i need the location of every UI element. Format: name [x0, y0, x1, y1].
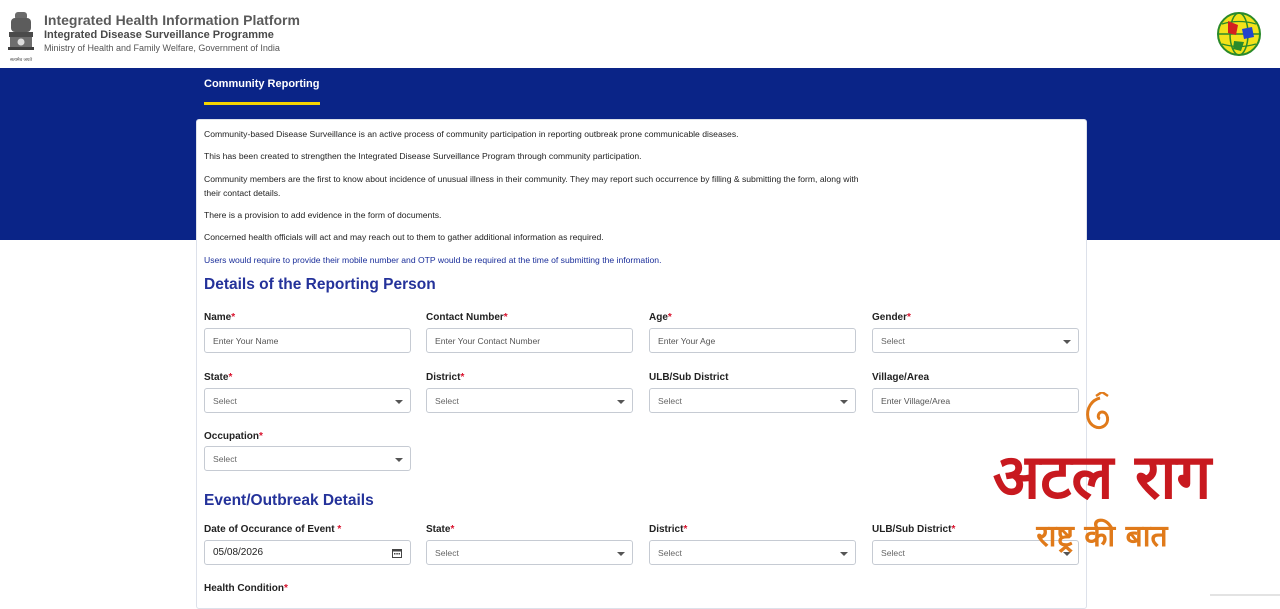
event-state-select[interactable]: [426, 540, 633, 565]
name-placeholder: Enter Your Name: [213, 335, 279, 346]
event-state-value: Select: [435, 547, 459, 558]
event-ulb-value: Select: [881, 547, 905, 558]
gender-value: Select: [881, 335, 905, 346]
ulb-select[interactable]: [649, 388, 856, 413]
state-value: Select: [213, 395, 237, 406]
chevron-down-icon: [840, 400, 848, 404]
calendar-icon[interactable]: [392, 548, 402, 558]
intro-line-5: Concerned health officials will act and may reach out to them to gather additional information as required.: [204, 232, 604, 242]
event-date-field[interactable]: [204, 540, 411, 565]
header-bar: [0, 0, 1280, 68]
district-value: Select: [435, 395, 459, 406]
age-label: Age*: [649, 312, 672, 323]
gender-label: Gender*: [872, 312, 911, 323]
ulb-label: ULB/Sub District: [649, 372, 729, 383]
emblem-caption: सत्यमेव जयते: [9, 58, 33, 63]
chevron-down-icon: [395, 458, 403, 462]
event-section-title: Event/Outbreak Details: [204, 492, 374, 509]
platform-title: Integrated Health Information Platform: [44, 12, 300, 28]
ministry-name: Ministry of Health and Family Welfare, Government of India: [44, 43, 280, 53]
chevron-down-icon: [617, 552, 625, 556]
chevron-down-icon: [840, 552, 848, 556]
occupation-select[interactable]: [204, 446, 411, 471]
reporter-section-title: Details of the Reporting Person: [204, 276, 436, 293]
name-label: Name*: [204, 312, 236, 323]
ulb-value: Select: [658, 395, 682, 406]
main-navbar: [0, 68, 1280, 106]
contact-label: Contact Number*: [426, 312, 508, 323]
contact-placeholder: Enter Your Contact Number: [435, 335, 541, 346]
event-district-value: Select: [658, 547, 682, 558]
idsp-globe-logo-icon: [1214, 11, 1264, 57]
age-field[interactable]: [649, 328, 856, 353]
state-select[interactable]: [204, 388, 411, 413]
state-label: State*: [204, 372, 233, 383]
intro-line-2: This has been created to strengthen the Integrated Disease Surveillance Program through community participation.: [204, 151, 642, 161]
watermark-title: अटल राग: [992, 440, 1212, 513]
age-placeholder: Enter Your Age: [658, 335, 716, 346]
village-placeholder: Enter Village/Area: [881, 395, 951, 406]
event-district-select[interactable]: [649, 540, 856, 565]
district-select[interactable]: [426, 388, 633, 413]
village-label: Village/Area: [872, 372, 930, 383]
event-date-value: 05/08/2026: [213, 547, 264, 558]
event-district-label: District*: [649, 524, 688, 535]
event-state-label: State*: [426, 524, 455, 535]
tab-community-reporting[interactable]: Community Reporting: [204, 78, 320, 90]
intro-line-3: Community members are the first to know about incidence of unusual illness in their community. They may report such occurrence by filling & submitting the form, along with their contact details.: [204, 174, 859, 198]
active-tab-indicator: [204, 102, 320, 105]
atal-raag-watermark-logo: [952, 392, 1252, 562]
national-emblem-icon: [6, 8, 36, 64]
event-ulb-label: ULB/Sub District*: [872, 524, 956, 535]
chevron-down-icon: [395, 400, 403, 404]
chevron-down-icon: [1063, 340, 1071, 344]
district-label: District*: [426, 372, 465, 383]
programme-title: Integrated Disease Surveillance Programme: [44, 29, 274, 41]
otp-notice: Users would require to provide their mobile number and OTP would be required at the time of submitting the information.: [204, 255, 662, 265]
gender-select[interactable]: [872, 328, 1079, 353]
contact-number-field[interactable]: [426, 328, 633, 353]
brand-block: [44, 12, 300, 54]
occupation-label: Occupation*: [204, 431, 263, 442]
intro-line-4: There is a provision to add evidence in the form of documents.: [204, 210, 442, 220]
name-field[interactable]: [204, 328, 411, 353]
event-date-label: Date of Occurance of Event *: [204, 524, 342, 535]
health-condition-label: Health Condition*: [204, 583, 288, 594]
intro-line-1: Community-based Disease Surveillance is an active process of community participation in reporting outbreak prone communicable diseases.: [204, 129, 739, 139]
chevron-down-icon: [617, 400, 625, 404]
watermark-tagline: राष्ट्र की बात: [1036, 519, 1168, 554]
occupation-value: Select: [213, 453, 237, 464]
